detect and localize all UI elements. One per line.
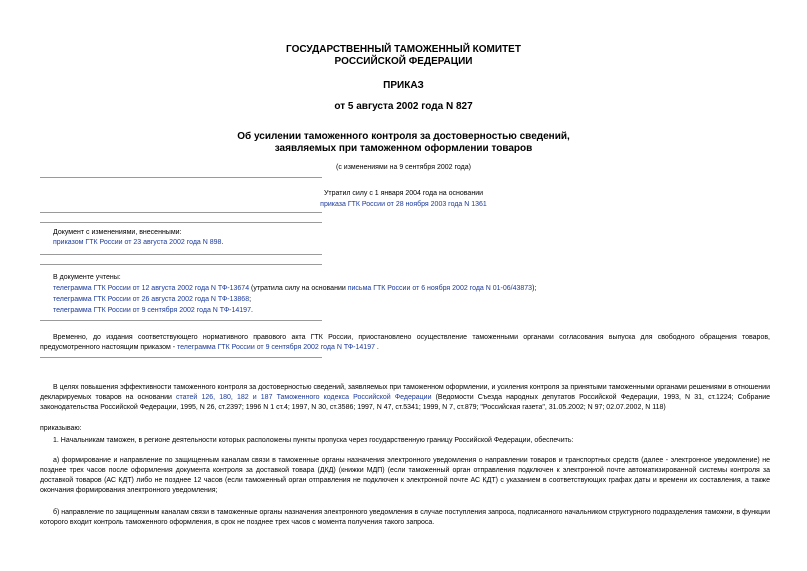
suspension-note: [40, 333, 770, 353]
considered-item-1-end: );: [532, 285, 537, 292]
divider: [40, 357, 322, 358]
divider: [40, 222, 322, 223]
doc-title-line1: Об усилении таможенного контроля за достоверностью сведений,: [237, 131, 570, 142]
order-word: приказываю:: [40, 425, 82, 432]
doc-type: ПРИКАЗ: [383, 80, 424, 91]
divider: [40, 264, 322, 265]
org-name-line2: РОССИЙСКОЙ ФЕДЕРАЦИИ: [334, 56, 473, 67]
considered-item-2-end: ;: [249, 296, 252, 303]
telegram-14197-link[interactable]: телеграмма ГТК России от 9 сентября 2002 года N ТФ-14197: [53, 307, 251, 314]
intro-paragraph: [40, 383, 770, 413]
intro-end: (Ведомости Съезда народных депутатов Российской Федерации, 1993, N 31, ст.1224; Собрание законодательства Российской Федерации, 1995, N 26, ст.2397; 1996 N 1 ст.4; 1997, N 30, ст.3586; 1997, N 47, ст.5341; 1999, N 7, ст.879; "Российская газета", 31.05.2002; N 97; 02.07.2002, N 118): [40, 394, 771, 411]
telegram-13868-link[interactable]: телеграмма ГТК России от 26 августа 2002 года N ТФ-13868: [53, 296, 250, 303]
changes-note: (с изменениями на 9 сентября 2002 года): [336, 164, 471, 171]
suspension-end: .: [374, 344, 379, 351]
divider: [40, 320, 322, 321]
telegram-13674-link[interactable]: телеграмма ГТК России от 12 августа 2002 года N ТФ-13674: [53, 285, 250, 292]
doc-date: от 5 августа 2002 года N 827: [334, 101, 473, 112]
suspension-text: Временно, до издания соответствующего нормативного правового акта ГТК России, приостановлено осуществление таможенными органами согласования выпуска для свободного обращения товаров, предусмотренного настоящим приказом -: [40, 334, 770, 351]
letter-43873-link[interactable]: письма ГТК России от 6 ноября 2002 года N 01-06/43873: [347, 285, 533, 292]
validity-text: Утратил силу с 1 января 2004 года на основании: [323, 190, 484, 197]
divider: [40, 212, 322, 213]
item-b: б) направление по защищенным каналам связи в таможенные органы назначения электронного уведомления в случае поступления запроса, подписанного начальником структурного подразделения таможни, в функции которого входит контроль таможенного оформления, в срок не позднее трех часов с момента получения такого запроса.: [40, 509, 770, 526]
amended-label: Документ с изменениями, внесенными:: [53, 229, 182, 236]
divider: [40, 177, 322, 178]
considered-item-2: [53, 295, 251, 305]
considered-item-3-end: .: [250, 307, 253, 314]
item-a: а) формирование и направление по защищенным каналам связи в таможенные органы назначения электронного уведомления о направлении товаров и транспортных средств (далее - электронное уведомление) не позднее трех часов после оформления документа контроля за доставкой товара (ДКД) (книжки МДП) (если таможенный орган отправления подключен к электронной почте автоматизированной системы контроля за доставкой товаров (АС КДТ) либо не позднее 12 часов (если таможенный орган отправления не подключен к электронной почте АС КДТ) с указанием в соответствующих графах даты и времени их составления, а также окончания формирования электронного уведомления;: [40, 457, 770, 494]
amended-link[interactable]: приказом ГТК России от 23 августа 2002 года N 898: [53, 239, 222, 246]
considered-label: В документе учтены:: [53, 274, 121, 281]
org-name-line1: ГОСУДАРСТВЕННЫЙ ТАМОЖЕННЫЙ КОМИТЕТ: [286, 44, 521, 55]
considered-item-1-text: (утратила силу на основании: [249, 285, 348, 292]
amended-suffix: .: [221, 239, 224, 246]
considered-item-3: [53, 306, 253, 316]
considered-item-1: [53, 284, 536, 294]
customs-code-link[interactable]: статей 126, 180, 182 и 187 Таможенного кодекса Российской Федерации: [176, 394, 432, 401]
suspension-link[interactable]: телеграмма ГТК России от 9 сентября 2002 года N ТФ-14197: [177, 344, 375, 351]
item-1: 1. Начальникам таможен, в регионе деятельности которых расположены пункты пропуска через государственную границу Российской Федерации, обеспечить:: [53, 437, 574, 444]
validity-link[interactable]: приказа ГТК России от 28 ноября 2003 года N 1361: [320, 201, 487, 208]
doc-title-line2: заявляемых при таможенном оформлении товаров: [274, 143, 533, 154]
intro-text: В целях повышения эффективности таможенного контроля за достоверностью сведений, заявляемых при таможенном оформлении, и усиления контроля за принятыми таможенными органами решениями в отношении декларируемых товаров на основании: [40, 384, 770, 401]
amended-line: [53, 238, 223, 248]
divider: [40, 254, 322, 255]
